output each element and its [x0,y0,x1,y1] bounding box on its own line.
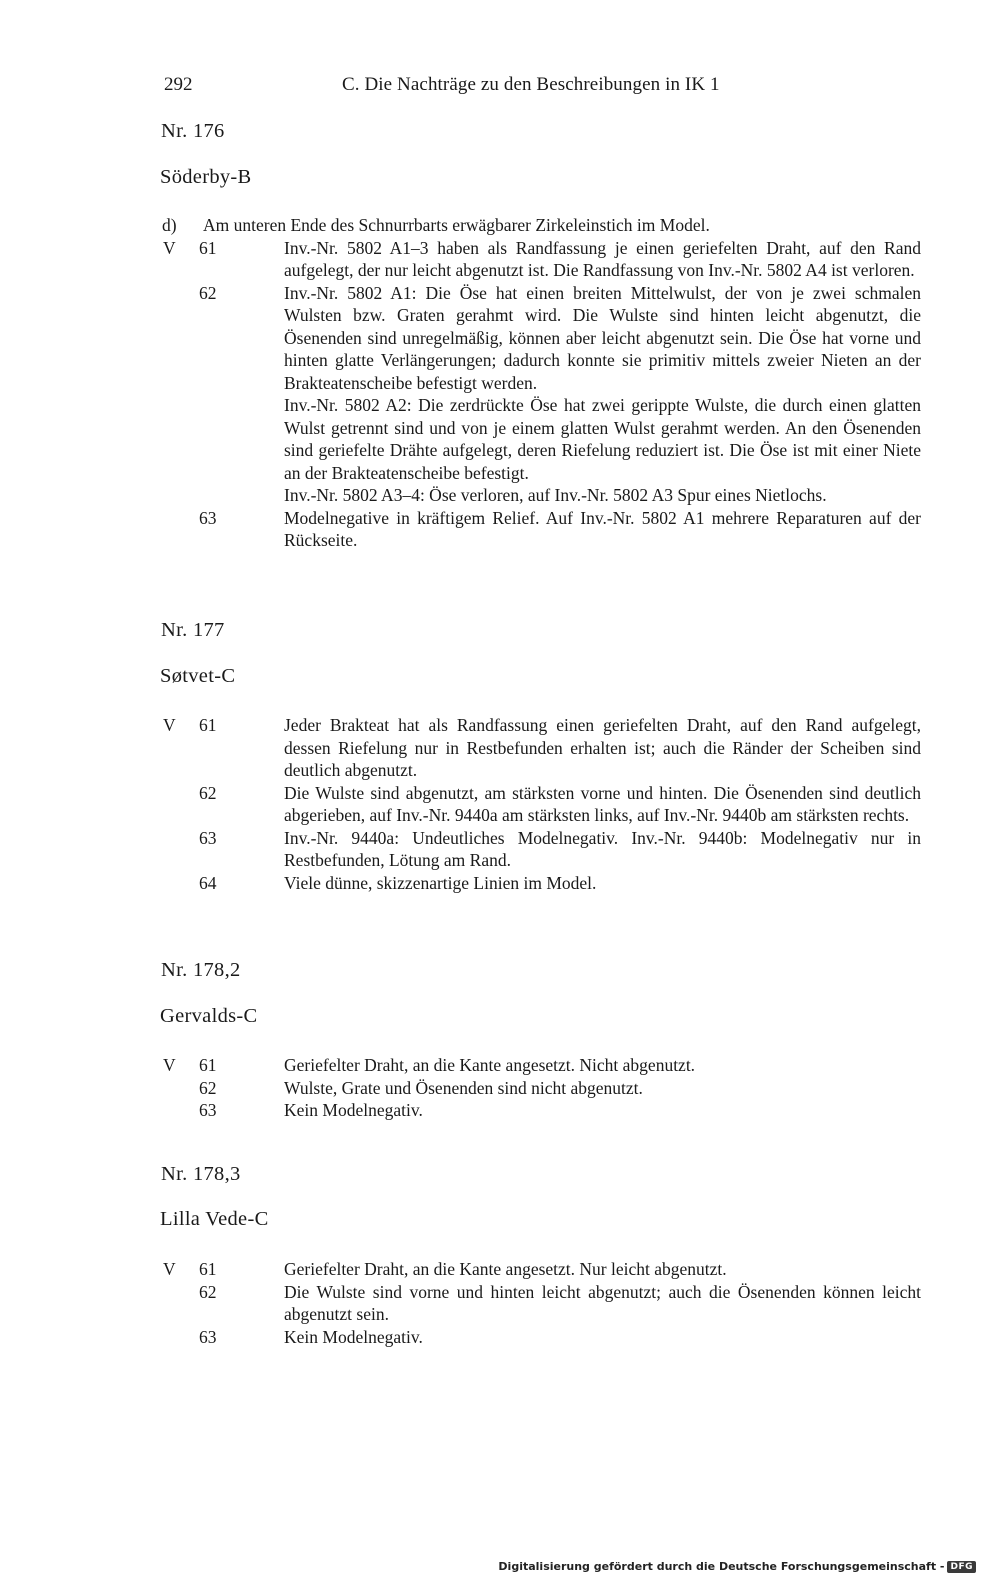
row-mark: V [163,715,176,735]
row-code: 62 [199,782,217,803]
row-text: Viele dünne, skizzenartige Linien im Model. [284,872,597,893]
row-code: 63 [199,827,217,848]
row-code: 61 [199,1055,217,1075]
running-title: C. Die Nachträge zu den Beschreibungen in IK 1 [342,74,720,95]
row-code: 63 [199,1100,217,1120]
list-item [0,1077,1000,1100]
row-text: Geriefelter Draht, an die Kante angesetzt. Nur leicht abgenutzt. [284,1259,727,1279]
list-item [0,1258,1000,1281]
row-text: Inv.-Nr. 5802 A3–4: Öse verloren, auf Inv.-Nr. 5802 A3 Spur eines Nietlochs. [284,485,827,505]
row-mark: V [163,237,176,258]
row-text: Inv.-Nr. 5802 A2: Die zerdrückte Öse hat zwei gerippte Wulste, die durch einen glatten Wulst getrennt sind und von je einem glatten Wulst gerahmt werden. An den Ösenenden sind geriefelte Drähte aufgelegt, deren Riefelung reduziert ist. Die Öse ist mit einer Niete an der Brakteatenscheibe befestigt. [284,395,921,483]
row-mark: d) [162,215,177,235]
list-item [0,827,1000,872]
entry-number: Nr. 178,2 [161,959,241,981]
page-number: 292 [164,74,193,95]
entry-name: Söderby-B [160,166,252,188]
list-item [0,484,1000,507]
row-text: Geriefelter Draht, an die Kante angesetzt. Nicht abgenutzt. [284,1055,696,1075]
row-text: Die Wulste sind vorne und hinten leicht abgenutzt; auch die Ösenenden können leicht abgenutzt sein. [284,1281,921,1324]
list-item [0,1326,1000,1349]
list-item [0,872,1000,895]
list-item [0,282,1000,395]
entry-number: Nr. 176 [161,120,225,142]
list-item [0,237,1000,282]
row-mark: V [163,1055,176,1075]
row-code: 61 [199,1259,217,1279]
row-text: Am unteren Ende des Schnurrbarts erwägbarer Zirkeleinstich im Model. [203,215,710,235]
row-code: 61 [199,237,217,258]
list-item [0,714,1000,782]
row-text: Die Wulste sind abgenutzt, am stärksten vorne und hinten. Die Ösenenden sind deutlich abgerieben, auf Inv.-Nr. 9440a am stärksten links, auf Inv.-Nr. 9440b am stärksten rechts. [284,782,921,825]
row-code: 63 [199,1326,217,1347]
row-mark: V [163,1259,176,1279]
row-code: 62 [199,1077,217,1098]
row-text: Modelnegative in kräftigem Relief. Auf Inv.-Nr. 5802 A1 mehrere Reparaturen auf der Rückseite. [284,507,921,550]
row-text: Inv.-Nr. 5802 A1: Die Öse hat einen breiten Mittelwulst, der von je zwei schmalen Wulsten bzw. Graten gerahmt wird. Die Wulste sind hinten leicht abgenutzt, die Ösenenden sind unregelmäßig, können aber leicht abgenutzt sein. Die Öse hat vorne und hinten glatte Verlängerungen; dadurch konnte sie primitiv mittels zweier Nieten an der Brakteatenscheibe befestigt werden. [284,282,921,393]
entry-name: Lilla Vede-C [160,1208,269,1230]
funding-note: Digitalisierung gefördert durch die Deutsche Forschungsgemeinschaft - [498,1560,945,1573]
dfg-logo: DFG [947,1561,976,1573]
row-text: Jeder Brakteat hat als Randfassung einen geriefelten Draht, auf den Rand aufgelegt, dessen Riefelung nur in Restbefunden erhalten ist; auch die Ränder der Scheiben sind deutlich abgenutzt. [284,715,921,780]
list-item [0,1099,1000,1122]
row-code: 63 [199,507,217,528]
list-item [0,394,1000,484]
row-text: Kein Modelnegativ. [284,1326,423,1347]
row-text: Inv.-Nr. 5802 A1–3 haben als Randfassung je einen geriefelten Draht, auf den Rand aufgelegt, der nur leicht abgenutzt ist. Die Randfassung von Inv.-Nr. 5802 A4 ist verloren. [284,237,921,280]
row-text: Kein Modelnegativ. [284,1100,423,1120]
list-item [0,1054,1000,1077]
list-item [0,782,1000,827]
row-code: 62 [199,282,217,303]
list-item [0,507,1000,552]
funding-footer [498,1560,976,1573]
row-text: Inv.-Nr. 9440a: Undeutliches Modelnegativ. Inv.-Nr. 9440b: Modelnegativ nur in Restbefunden, Lötung am Rand. [284,827,921,870]
entry-name: Gervalds-C [160,1005,258,1027]
row-code: 62 [199,1281,217,1302]
row-code: 61 [199,715,217,735]
row-code: 64 [199,872,217,893]
list-item [0,214,1000,237]
entry-number: Nr. 178,3 [161,1163,241,1185]
row-text: Wulste, Grate und Ösenenden sind nicht abgenutzt. [284,1077,643,1098]
entry-number: Nr. 177 [161,619,225,641]
entry-name: Søtvet-C [160,665,236,687]
list-item [0,1281,1000,1326]
